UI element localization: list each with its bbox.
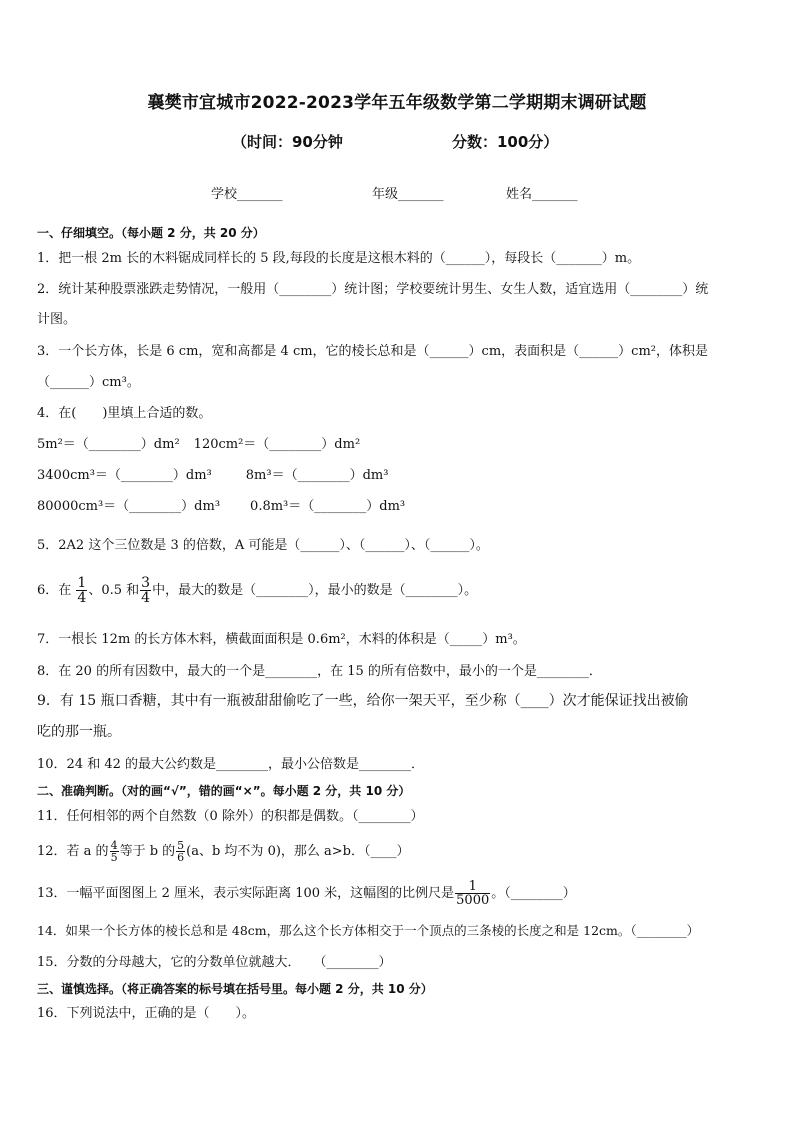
q4-item: 0.8m³＝（________）dm³ — [250, 499, 406, 514]
section-2-heading: 二、准确判断。（对的画“√”，错的画“×”。每小题 2 分，共 10 分） — [37, 784, 411, 798]
q13-text: 13．一幅平面图图上 2 厘米，表示实际距离 100 米，这幅图的比例尺是 — [37, 886, 455, 901]
q6-text: 6．在 — [37, 583, 72, 598]
q12-text: 12．若 a 的 — [37, 844, 109, 859]
question-4-row-1 — [37, 436, 760, 454]
fraction-3-4 — [140, 576, 151, 605]
total-score: 分数：100分） — [452, 133, 559, 151]
q12-text: 等于 b 的 — [119, 844, 176, 859]
q12-text: (a、b 均不为 0)，那么 a>b．（____） — [186, 844, 410, 859]
question-7: 7．一根长 12m 的长方体木料，横截面面积是 0.6m²，木料的体积是（_____）m³。 — [37, 632, 526, 647]
question-14: 14．如果一个长方体的棱长总和是 48cm，那么这个长方体相交于一个顶点的三条棱的长度之和是 12cm。（________） — [37, 923, 700, 938]
numerator: 1 — [77, 575, 87, 591]
question-16: 16．下列说法中，正确的是（ ）。 — [37, 1006, 256, 1021]
q4-item: 8m³＝（________）dm³ — [245, 468, 389, 483]
fraction-4-5 — [110, 840, 119, 863]
q13-text: 。（________） — [491, 886, 576, 901]
denominator: 4 — [77, 590, 87, 606]
question-8: 8．在 20 的所有因数中，最大的一个是________，在 15 的所有倍数中，最小的一个是________． — [37, 664, 602, 679]
denominator: 4 — [141, 590, 151, 606]
q6-text: 、0.5 和 — [88, 583, 140, 598]
question-4-row-2 — [37, 467, 760, 485]
numerator: 1 — [455, 880, 490, 894]
question-12 — [37, 835, 760, 869]
question-9-line-1: 9．有 15 瓶口香糖，其中有一瓶被甜甜偷吃了一些，给你一架天平，至少称（____）次才能保证找出被偷 — [37, 693, 689, 709]
name-field: 姓名_______ — [506, 187, 578, 202]
q4-item: 120cm²＝（________）dm² — [193, 437, 361, 452]
q4-item: 80000cm³＝（________）dm³ — [37, 499, 221, 514]
denominator: 6 — [177, 851, 185, 864]
scale-fraction — [455, 880, 490, 907]
section-3-heading: 三、谨慎选择。（将正确答案的标号填在括号里。每小题 2 分，共 10 分） — [37, 982, 433, 996]
question-9-line-2: 吃的那一瓶。 — [37, 724, 121, 740]
question-2-line-1: 2．统计某种股票涨跌走势情况，一般用（________）统计图；学校要统计男生、女生人数，适宜选用（________）统 — [37, 282, 709, 297]
question-4: 4．在( )里填上合适的数。 — [37, 406, 212, 421]
school-field: 学校_______ — [211, 187, 283, 202]
question-10: 10．24 和 42 的最大公约数是________，最小公倍数是________． — [37, 757, 425, 772]
fraction-1-4 — [76, 576, 87, 605]
numerator: 3 — [141, 575, 151, 591]
question-1: 1．把一根 2m 长的木料锯成同样长的 5 段,每段的长度是这根木料的（______），每段长（_______）m。 — [37, 251, 641, 266]
numerator: 5 — [177, 839, 185, 852]
question-13 — [37, 876, 760, 912]
question-3-line-2: （______）cm³。 — [37, 375, 140, 390]
page-title: 襄樊市宜城市2022-2023学年五年级数学第二学期期末调研试题 — [147, 93, 647, 113]
question-2-line-2: 计图。 — [37, 312, 77, 327]
numerator: 4 — [110, 839, 118, 852]
question-3-line-1: 3．一个长方体，长是 6 cm，宽和高都是 4 cm，它的棱长总和是（______）cm，表面积是（______）cm²，体积是 — [37, 344, 708, 359]
denominator: 5 — [110, 851, 118, 864]
denominator: 5000 — [456, 893, 490, 908]
q6-text: 中，最大的数是（________），最小的数是（________）。 — [152, 583, 478, 598]
fraction-5-6 — [176, 840, 185, 863]
time-limit: （时间：90分钟 — [232, 133, 343, 151]
question-11: 11．任何相邻的两个自然数（0 除外）的积都是偶数。（________） — [37, 809, 424, 824]
section-1-heading: 一、仔细填空。（每小题 2 分，共 20 分） — [37, 226, 265, 240]
question-6 — [37, 574, 760, 608]
q4-item: 5m²＝（________）dm² — [37, 437, 180, 452]
question-15: 15．分数的分母越大，它的分数单位就越大． （________） — [37, 955, 392, 970]
grade-field: 年级_______ — [372, 187, 444, 202]
question-4-row-3 — [37, 498, 760, 516]
q4-item: 3400cm³＝（________）dm³ — [37, 468, 212, 483]
question-5: 5．2A2 这个三位数是 3 的倍数，A 可能是（______）、（______）、（______）。 — [37, 538, 489, 553]
